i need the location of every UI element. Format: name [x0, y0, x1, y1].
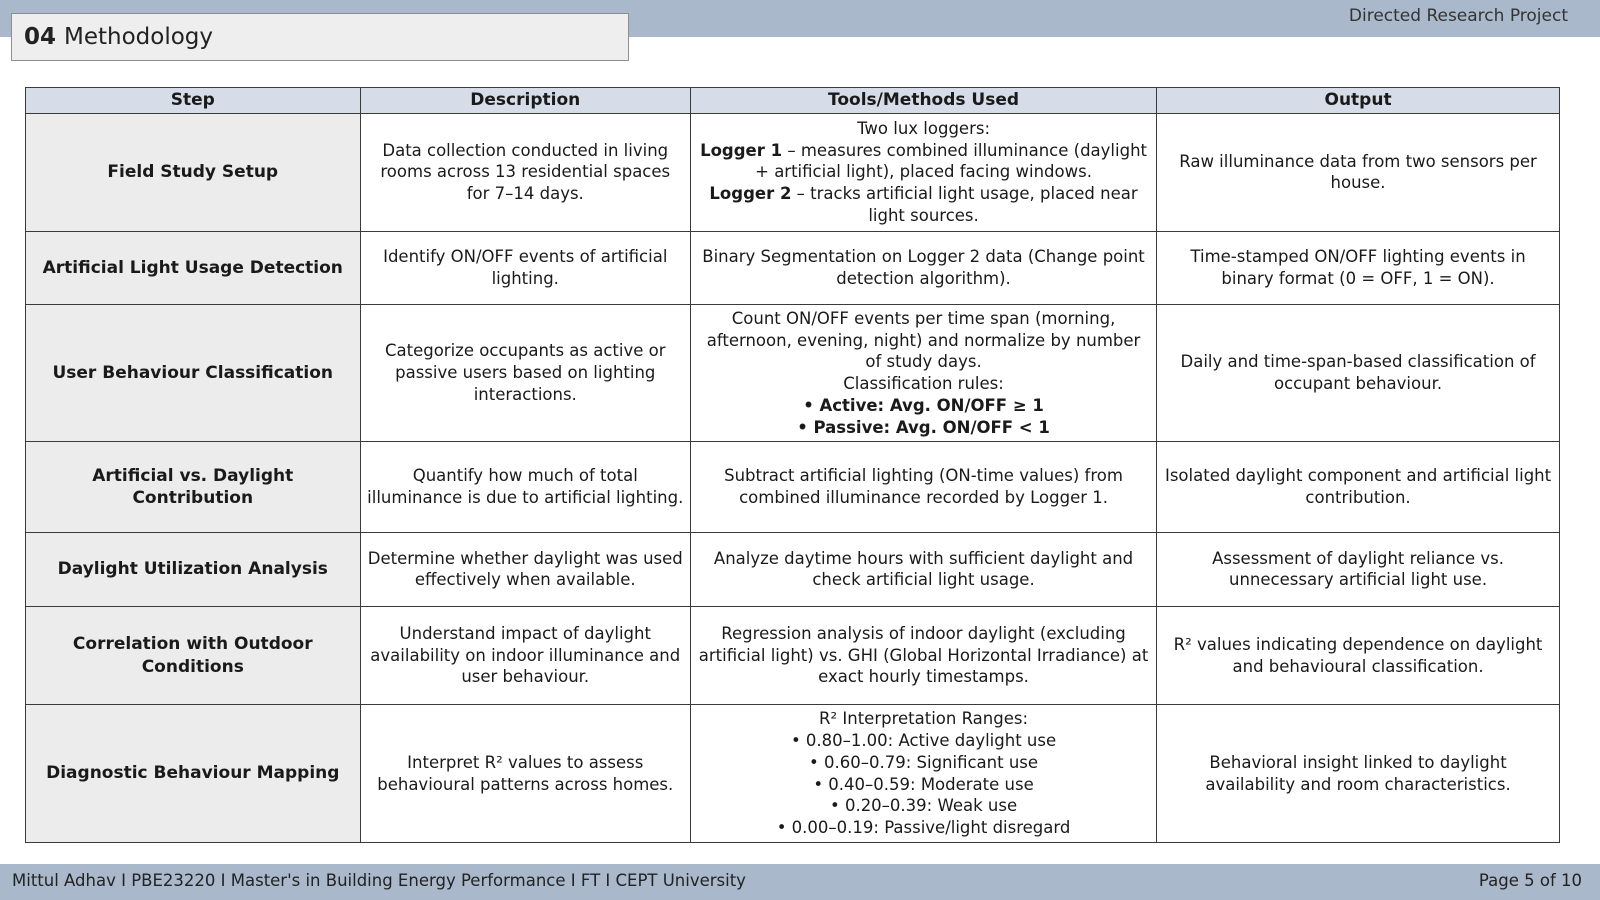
tools-line [697, 417, 1150, 439]
tools-line [697, 373, 1150, 395]
table-row [26, 532, 1560, 606]
tools-line-text: Two lux loggers: [857, 118, 991, 138]
tools-line-text: • 0.20–0.39: Weak use [829, 796, 1018, 816]
step-cell: Artificial Light Usage Detection [26, 231, 361, 304]
section-title: Methodology [64, 24, 214, 50]
tools-line [697, 708, 1150, 730]
tools-line [697, 817, 1150, 839]
tools-line-emphasis: Logger 1 [700, 140, 783, 160]
footer-author: Mittul Adhav I PBE23220 I Master's in Building Energy Performance I FT I CEPT University [12, 871, 746, 890]
tools-line [697, 183, 1150, 227]
tools-line [697, 752, 1150, 774]
output-cell: Behavioral insight linked to daylight availability and room characteristics. [1157, 705, 1560, 843]
table-body [26, 114, 1560, 843]
tools-line [697, 465, 1150, 509]
table-row [26, 231, 1560, 304]
table-row [26, 114, 1560, 232]
tools-line-text: Count ON/OFF events per time span (morning, afternoon, evening, night) and normalize by number of study days. [706, 308, 1141, 372]
tools-line [697, 795, 1150, 817]
tools-line-text: Subtract artificial lighting (ON-time values) from combined illuminance recorded by Logger 1. [724, 466, 1123, 508]
tools-line-text: R² Interpretation Ranges: [819, 709, 1029, 729]
tools-cell [690, 114, 1156, 232]
tools-line [697, 730, 1150, 752]
step-cell: Artificial vs. Daylight Contribution [26, 442, 361, 532]
tools-line [697, 774, 1150, 796]
description-cell: Data collection conducted in living rooms across 13 residential spaces for 7–14 days. [360, 114, 690, 232]
tools-line-text: Classification rules: [843, 374, 1004, 394]
description-cell: Quantify how much of total illuminance is due to artificial lighting. [360, 442, 690, 532]
description-cell: Identify ON/OFF events of artificial lighting. [360, 231, 690, 304]
table-row [26, 606, 1560, 704]
page-number: Page 5 of 10 [1478, 871, 1582, 890]
output-cell: R² values indicating dependence on daylight and behavioural classification. [1157, 606, 1560, 704]
tools-line-text: • 0.40–0.59: Moderate use [813, 774, 1034, 794]
output-cell: Time-stamped ON/OFF lighting events in binary format (0 = OFF, 1 = ON). [1157, 231, 1560, 304]
tools-line [697, 118, 1150, 140]
tools-line-emphasis: • Active: Avg. ON/OFF ≥ 1 [803, 395, 1044, 415]
tools-line-text: Binary Segmentation on Logger 2 data (Change point detection algorithm). [702, 247, 1145, 288]
tools-line [697, 308, 1150, 373]
tools-line-text: – tracks artificial light usage, placed near light sources. [791, 184, 1138, 226]
column-header-tools: Tools/Methods Used [690, 88, 1156, 114]
tools-line-text: • 0.80–1.00: Active daylight use [790, 731, 1057, 751]
tools-cell [690, 442, 1156, 532]
tools-line-text: Analyze daytime hours with sufficient daylight and check artificial light usage. [713, 548, 1134, 590]
output-cell: Raw illuminance data from two sensors per house. [1157, 114, 1560, 232]
tools-line-text: – measures combined illuminance (daylight + artificial light), placed facing windows. [755, 140, 1147, 182]
tools-line-text: • 0.60–0.79: Significant use [809, 752, 1039, 772]
table-row [26, 705, 1560, 843]
description-cell: Categorize occupants as active or passive users based on lighting interactions. [360, 304, 690, 442]
tools-cell [690, 304, 1156, 442]
tools-line [697, 140, 1150, 184]
tools-line-emphasis: Logger 2 [709, 184, 792, 204]
tools-line [697, 623, 1150, 688]
tools-line-text: Regression analysis of indoor daylight (excluding artificial light) vs. GHI (Global Horizontal Irradiance) at exact hourly timestamps. [698, 623, 1149, 687]
step-cell: Field Study Setup [26, 114, 361, 232]
step-cell: Correlation with Outdoor Conditions [26, 606, 361, 704]
description-cell: Understand impact of daylight availability on indoor illuminance and user behaviour. [360, 606, 690, 704]
column-header-output: Output [1157, 88, 1560, 114]
table-row [26, 442, 1560, 532]
tools-cell [690, 705, 1156, 843]
output-cell: Assessment of daylight reliance vs. unnecessary artificial light use. [1157, 532, 1560, 606]
tools-cell [690, 606, 1156, 704]
tools-cell [690, 231, 1156, 304]
tools-line [697, 548, 1150, 592]
methodology-table [25, 87, 1560, 843]
tools-cell [690, 532, 1156, 606]
column-header-description: Description [360, 88, 690, 114]
section-title-box [11, 13, 629, 61]
description-cell: Interpret R² values to assess behavioural patterns across homes. [360, 705, 690, 843]
table-header-row [26, 88, 1560, 114]
step-cell: Daylight Utilization Analysis [26, 532, 361, 606]
description-cell: Determine whether daylight was used effectively when available. [360, 532, 690, 606]
tools-line [697, 246, 1150, 290]
tools-line [697, 395, 1150, 417]
output-cell: Isolated daylight component and artificial light contribution. [1157, 442, 1560, 532]
project-label: Directed Research Project [1348, 6, 1568, 26]
table-row [26, 304, 1560, 442]
step-cell: User Behaviour Classification [26, 304, 361, 442]
section-number: 04 [24, 24, 57, 50]
tools-line-emphasis: • Passive: Avg. ON/OFF < 1 [797, 417, 1050, 437]
output-cell: Daily and time-span-based classification of occupant behaviour. [1157, 304, 1560, 442]
column-header-step: Step [26, 88, 361, 114]
tools-line-text: • 0.00–0.19: Passive/light disregard [776, 818, 1071, 838]
step-cell: Diagnostic Behaviour Mapping [26, 705, 361, 843]
